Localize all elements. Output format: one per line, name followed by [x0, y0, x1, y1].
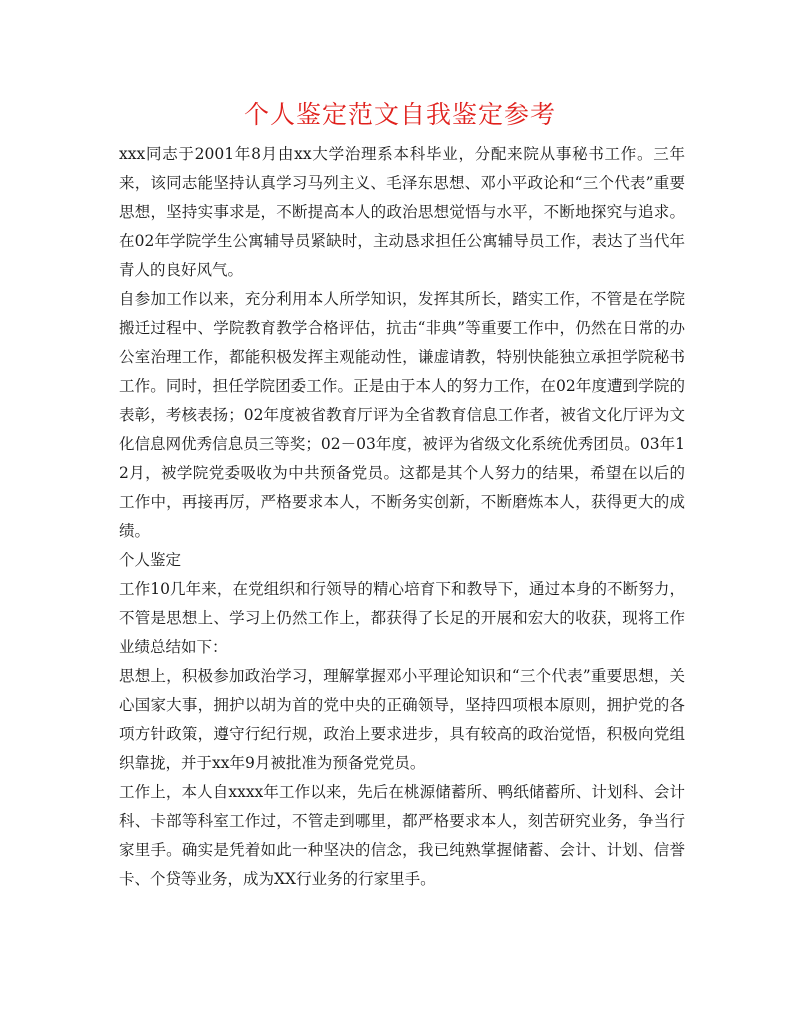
paragraph-work-history: 自参加工作以来，充分利用本人所学知识，发挥其所长，踏实工作，不管是在学院搬迁过程中、学院教育教学合格评估，抗击“非典”等重要工作中，仍然在日常的办公室治理工作，都能积极发挥主观能动性，谦虚请教，特别快能独立承担学院秘书工作。同时，担任学院团委工作。正是由于本人的努力工作，在02年度遭到学院的表彰，考核表扬；02年度被省教育厅评为全省教育信息工作者，被省文化厅评为文化信息网优秀信息员三等奖；02－03年度，被评为省级文化系统优秀团员。03年12月，被学院党委吸收为中共预备党员。这都是其个人努力的结果，希望在以后的工作中，再接再厉，严格要求本人，不断务实创新，不断磨炼本人，获得更大的成绩。	[119, 290, 685, 540]
paragraph-intro: xxx同志于2001年8月由xx大学治理系本科毕业，分配来院从事秘书工作。三年来，该同志能坚持认真学习马列主义、毛泽东思想、邓小平政论和“三个代表”重要思想，坚持实事求是，不断提高本人的政治思想觉悟与水平，不断地探究与追求。在02年学院学生公寓辅导员紧缺时，主动恳求担任公寓辅导员工作，表达了当代年青人的良好风气。	[119, 145, 685, 279]
section-heading: 个人鉴定	[119, 551, 182, 569]
document-title: 个人鉴定范文自我鉴定参考	[243, 100, 556, 129]
paragraph-summary-intro: 工作10几年来，在党组织和行领导的精心培育下和教导下，通过本身的不断努力，不管是思想上、学习上仍然工作上，都获得了长足的开展和宏大的收获，现将工作业绩总结如下：	[119, 580, 685, 656]
paragraph-ideology: 思想上，积极参加政治学习，理解掌握邓小平理论知识和“三个代表”重要思想，关心国家大事，拥护以胡为首的党中央的正确领导，坚持四项根本原则，拥护党的各项方针政策，遵守行纪行规，政治上要求进步，具有较高的政治觉悟，积极向党组织靠拢，并于xx年9月被批准为预备党党员。	[119, 667, 685, 772]
document-body	[119, 140, 685, 894]
paragraph-work: 工作上，本人自xxxx年工作以来，先后在桃源储蓄所、鸭纸储蓄所、计划科、会计科、卡部等科室工作过，不管走到哪里，都严格要求本人，刻苦研究业务，争当行家里手。确实是凭着如此一种坚决的信念，我已纯熟掌握储蓄、会计、计划、信誉卡、个贷等业务，成为XX行业务的行家里手。	[119, 783, 685, 888]
